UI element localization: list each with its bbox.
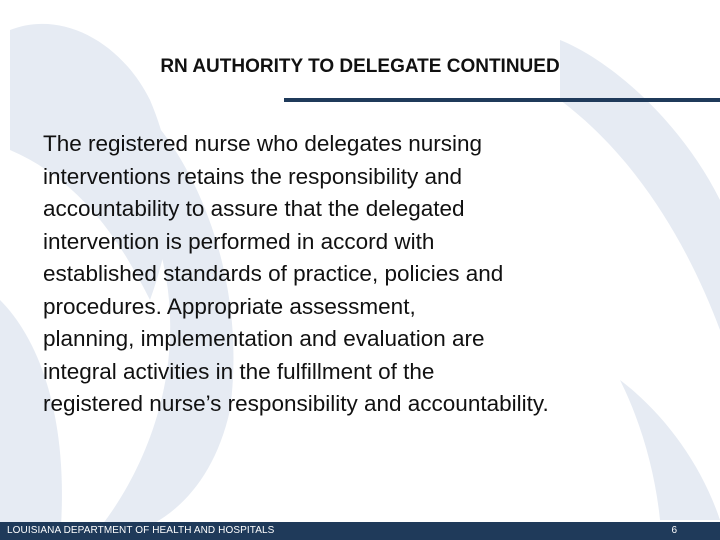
page-number: 6 <box>671 525 677 536</box>
body-line: planning, implementation and evaluation are <box>43 326 485 351</box>
body-line: procedures. Appropriate assessment, <box>43 293 416 319</box>
body-line: integral activities in the fulfillment of the <box>43 358 435 384</box>
title-underline-rule <box>284 98 720 102</box>
footer-organization: LOUISIANA DEPARTMENT OF HEALTH AND HOSPITALS <box>7 525 275 536</box>
footer-bar <box>0 522 720 540</box>
body-line: accountability to assure that the delegated <box>43 196 465 221</box>
body-line: The registered nurse who delegates nursing <box>43 131 483 156</box>
body-line: intervention is performed in accord with <box>43 228 435 254</box>
body-line: interventions retains the responsibility and <box>43 163 462 189</box>
body-line: registered nurse’s responsibility and accountability. <box>43 391 549 416</box>
slide-title: RN AUTHORITY TO DELEGATE CONTINUED <box>160 56 560 77</box>
slide-body-paragraph <box>43 128 703 421</box>
body-line: established standards of practice, policies and <box>43 261 504 286</box>
